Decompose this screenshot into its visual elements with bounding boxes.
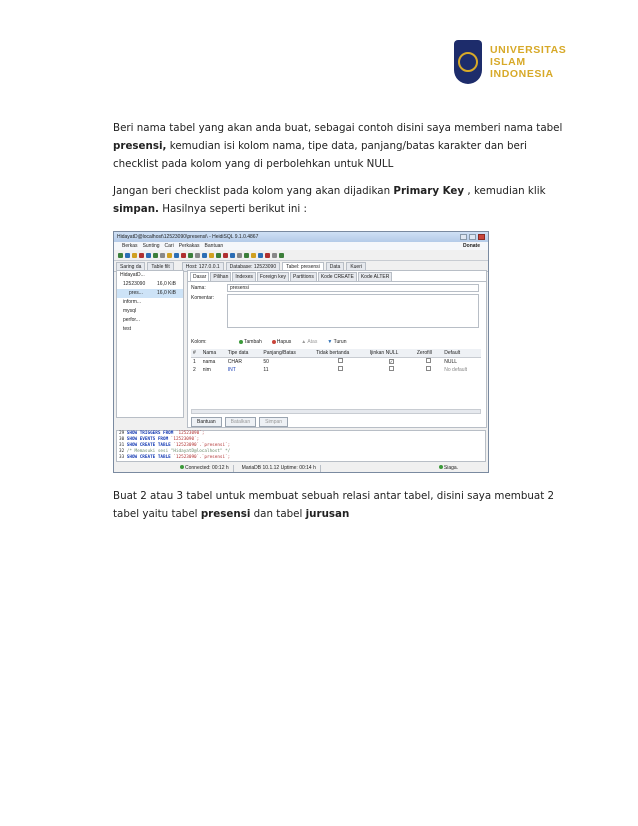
log-line: 29 SHOW TRIGGERS FROM `12523090`; [119,431,205,436]
tab-pilihan[interactable]: Pilihan [210,272,231,281]
toolbar-button-icon[interactable] [153,253,158,258]
tab-foreign-key[interactable]: Foreign key [257,272,289,281]
toolbar-button-icon[interactable] [160,253,165,258]
columns-toolbar [191,339,481,346]
add-column-button[interactable]: Tambah [239,339,262,346]
toolbar-button-icon[interactable] [132,253,137,258]
toolbar-button-icon[interactable] [209,253,214,258]
toolbar-button-icon[interactable] [181,253,186,258]
tab-dasar[interactable]: Dasar [190,272,209,281]
heidisql-screenshot [113,231,489,473]
zerofill-checkbox[interactable] [426,358,431,363]
columns-label: Kolom: [191,339,207,345]
connected-icon [180,465,184,469]
col-header[interactable]: Nama [201,349,226,358]
col-header[interactable]: Tipe data [226,349,262,358]
tab-table-filter[interactable]: Table filt [147,262,173,271]
window-titlebar [114,232,488,242]
editor-tabs [188,271,486,282]
toolbar-button-icon[interactable] [244,253,249,258]
log-line: 30 SHOW EVENTS FROM `12523090`; [119,437,200,442]
col-header[interactable]: # [191,349,201,358]
toolbar-button-icon[interactable] [146,253,151,258]
close-icon [478,234,485,240]
unsigned-checkbox[interactable] [338,358,343,363]
tree-node-host[interactable]: HidayatD... [120,272,145,278]
tab-kueri[interactable]: Kueri [346,262,366,271]
toolbar [114,250,488,261]
tree-node-db[interactable]: test [123,326,132,332]
toolbar-button-icon[interactable] [258,253,263,258]
horizontal-scrollbar[interactable] [191,409,481,414]
tab-indexes[interactable]: Indexes [232,272,256,281]
tab-kode-alter[interactable]: Kode ALTER [358,272,393,281]
columns-grid [191,349,481,374]
window-controls[interactable] [460,234,485,240]
paragraph-3: Buat 2 atau 3 tabel untuk membuat sebuah relasi antar tabel, disini saya membuat 2 tabel yaitu tabel presensi dan tabel jurusan [113,490,555,520]
help-button[interactable]: Bantuan [191,417,222,427]
status-idle: Siaga. [435,465,462,472]
col-header[interactable]: Default [442,349,481,358]
maximize-icon [469,234,476,240]
toolbar-button-icon[interactable] [237,253,242,258]
toolbar-button-icon[interactable] [174,253,179,258]
idle-icon [439,465,443,469]
comment-label: Komentar: [191,295,215,301]
status-server: MariaDB 10.1.12 Uptime: 00:14 h [238,465,321,472]
col-header[interactable]: Panjang/Batas [261,349,314,358]
minus-icon [272,340,276,344]
col-header[interactable]: Ijinkan NULL [368,349,415,358]
menu-bantuan[interactable]: Bantuan [204,242,224,249]
paragraph-1: Beri nama tabel yang akan anda buat, sebagai contoh disini saya memberi nama tabel presensi, kemudian isi kolom nama, tipe data, panjang/batas karakter dan beri checklist pada kolom yang di perbolehkan untuk NULL [113,122,563,170]
tree-node-db[interactable]: mysql [123,308,137,314]
tree-node-table[interactable]: pres... 16,0 KiB [117,289,183,298]
menu-bar [114,242,488,250]
log-line: 33 SHOW CREATE TABLE `12523090`.`presensi`; [119,455,231,460]
tab-tabel[interactable]: Tabel: presensi [282,262,324,271]
save-button[interactable]: Simpan [259,417,288,427]
cancel-button[interactable]: Batalkan [225,417,256,427]
university-name: UNIVERSITAS ISLAM INDONESIA [490,44,567,80]
sql-log [116,430,486,462]
unsigned-checkbox[interactable] [338,366,343,371]
table-row[interactable]: 2 nim INT 11 No default [193,366,468,373]
toolbar-button-icon[interactable] [202,253,207,258]
table-editor [187,270,487,428]
toolbar-button-icon[interactable] [188,253,193,258]
name-label: Nama: [191,285,206,291]
university-logo [454,40,566,84]
menu-berkas[interactable]: Berkas [122,242,138,249]
allow-null-checkbox[interactable]: ✓ [389,358,394,364]
toolbar-button-icon[interactable] [251,253,256,258]
table-name-input[interactable]: presensi [227,284,479,292]
tab-saring[interactable]: Saring da [116,262,145,271]
col-header[interactable]: Zerofill [415,349,442,358]
log-line: 32 /* Memasuki sesi "HidayatD@localhost" */ [119,449,231,454]
menu-sunting[interactable]: Sunting [142,242,160,249]
toolbar-button-icon[interactable] [230,253,235,258]
database-tree [116,270,184,418]
menu-cari[interactable]: Cari [164,242,174,249]
move-down-button[interactable]: ▼ Turun [327,339,347,345]
editor-buttons [191,417,288,427]
toolbar-button-icon[interactable] [118,253,123,258]
plus-icon [239,340,243,344]
tab-database[interactable]: Database: 12523090 [226,262,280,271]
status-bar [116,464,486,472]
toolbar-button-icon[interactable] [125,253,130,258]
toolbar-button-icon[interactable] [195,253,200,258]
delete-column-button[interactable]: Hapus [272,339,291,346]
status-connected: Connected: 00:12 h [176,465,234,472]
col-header[interactable]: Tidak bertanda [314,349,368,358]
log-line: 31 SHOW CREATE TABLE `12523090`.`presensi`; [119,443,231,448]
university-seal-icon [454,40,482,84]
move-up-button[interactable]: ▲ Atas [301,339,318,345]
window-title: HidayatD@localhost\12523090\presensi\ - HeidiSQL 9.1.0.4867 [117,233,259,240]
toolbar-button-icon[interactable] [265,253,270,258]
tree-node-db[interactable]: 12523090 16,0 KiB [123,281,176,287]
toolbar-button-icon[interactable] [279,253,284,258]
toolbar-button-icon[interactable] [167,253,172,258]
tab-kode-create[interactable]: Kode CREATE [318,272,357,281]
toolbar-button-icon[interactable] [272,253,277,258]
minimize-icon [460,234,467,240]
tree-node-db[interactable]: inform... [123,299,142,305]
toolbar-button-icon[interactable] [139,253,144,258]
tree-node-db[interactable]: perfor... [123,317,140,323]
zerofill-checkbox[interactable] [426,366,431,371]
comment-input[interactable] [227,294,479,328]
donate-button[interactable]: Donate [463,242,480,249]
tab-data[interactable]: Data [326,262,345,271]
menu-perkakas[interactable]: Perkakas [178,242,200,249]
paragraph-2: Jangan beri checklist pada kolom yang akan dijadikan Primary Key , kemudian klik simpan. Hasilnya seperti berikut ini : [113,185,546,215]
allow-null-checkbox[interactable] [389,366,394,371]
table-row[interactable]: 1 nama CHAR 50 ✓ NULL [193,358,458,365]
toolbar-button-icon[interactable] [223,253,228,258]
toolbar-button-icon[interactable] [216,253,221,258]
tab-host[interactable]: Host: 127.0.0.1 [182,262,224,271]
tab-partitions[interactable]: Partitions [290,272,317,281]
